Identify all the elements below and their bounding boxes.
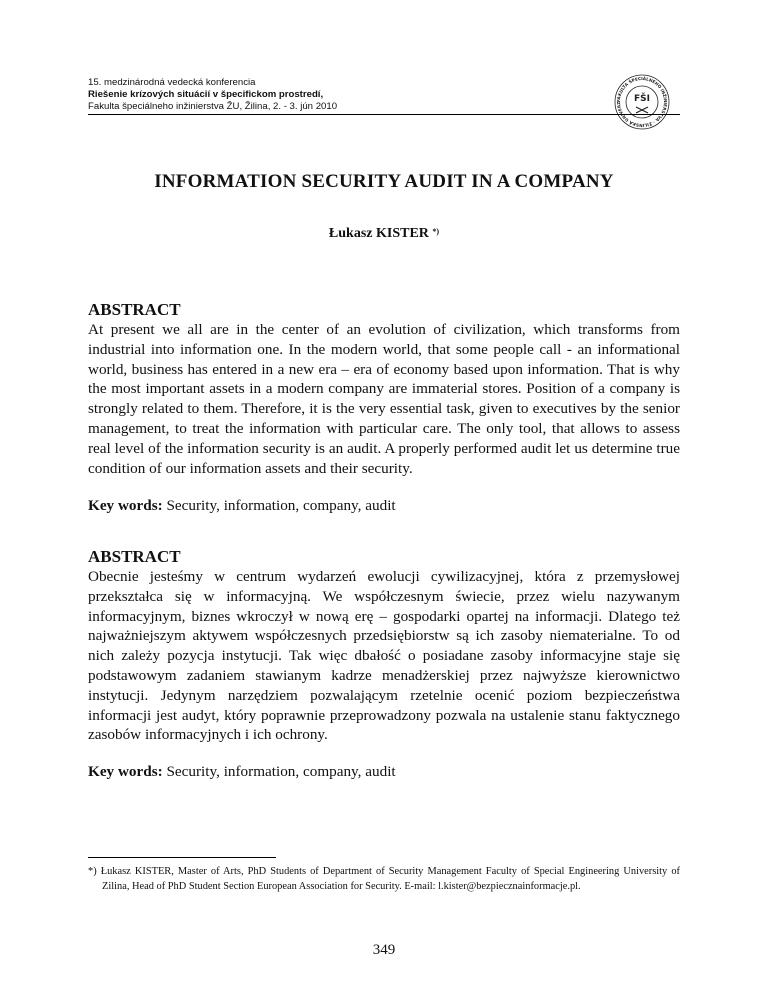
logo-center-text: FŠI [634, 94, 650, 104]
keywords-values: Security, information, company, audit [166, 497, 396, 514]
abstract-text-pl: Obecnie jesteśmy w centrum wydarzeń ewolucji cywilizacyjnej, która z przemysłowej przekształca się w informacyjną. We współczesnym świecie, przez wielu nazywanym informacyjnym, biznes wkroczył w nową erę – gospodarki opartej na informacji. Dlatego też najważniejszym aktywem współczesnych przedsiębiorstw są ich zasoby niematerialne. To od nich zależy pozycja instytucji. Tak więc dbałość o posiadane zasoby informacyjne staje się podstawowym zadaniem stawianym kadrze menadżerskiej przez najwyższe kierownictwo instytucji. Jedynym narzędziem pozwalającym rzetelnie ocenić poziom bezpieczeństwa informacji jest audyt, który poprawnie przeprowadzony pozwala na ustalenie stanu faktycznego zasobów informacyjnych i ich ochrony. [88, 568, 680, 744]
keywords-pl [88, 763, 680, 781]
keywords-values: Security, information, company, audit [166, 763, 396, 780]
conference-theme: Riešenie krízových situácií v špecifickom prostredí, [88, 89, 324, 100]
keywords-en [88, 497, 680, 515]
author-line [88, 226, 680, 242]
conference-name: 15. medzinárodná vedecká konferencia [88, 77, 256, 88]
footnote-marker: *) [88, 866, 97, 877]
conference-venue: Fakulta špeciálneho inžinierstva ŽU, Žilina, 2. - 3. jún 2010 [88, 101, 338, 112]
author-name: Łukasz KISTER [328, 226, 429, 241]
author-footnote [88, 864, 680, 894]
logo-ring-text: FAKULTA ŠPECIÁLNEHO INŽINIERSTVA · ŽILINSKÁ UNIVERZ [615, 75, 669, 129]
crossed-swords-icon [636, 107, 648, 113]
keywords-label: Key words: [88, 497, 163, 514]
abstract-text-en: At present we all are in the center of an evolution of civilization, which transforms from industrial into information one. In the modern world, that some people call - an informational world, business has entered in a new era – era of economy based upon information. That is why the most important assets in a modern company are immaterial stores. Position of a company is strongly related to them. Therefore, it is the very essential task, given to executives by the senior management, to treat the information with particular care. The only tool, that allows to assess real level of the information security is an audit. A properly performed audit let us determine true condition of our information assets and their security. [88, 321, 680, 477]
abstract-heading-pl: ABSTRACT [88, 547, 181, 566]
page-number: 349 [372, 942, 396, 958]
paper-title: INFORMATION SECURITY AUDIT IN A COMPANY [154, 171, 614, 192]
footnote-divider [88, 857, 276, 858]
fsi-logo [612, 72, 672, 132]
conference-header [88, 77, 388, 113]
keywords-label: Key words: [88, 763, 163, 780]
author-footnote-marker: *) [432, 227, 440, 236]
abstract-heading-en: ABSTRACT [88, 300, 181, 319]
footnote-text: Łukasz KISTER, Master of Arts, PhD Students of Department of Security Management Faculty of Special Engineering University of Zilina, Head of PhD Student Section European Association for Security. E-mail: l.kister@bezpiecznainformacje.pl. [100, 866, 680, 892]
header-divider [88, 114, 680, 115]
